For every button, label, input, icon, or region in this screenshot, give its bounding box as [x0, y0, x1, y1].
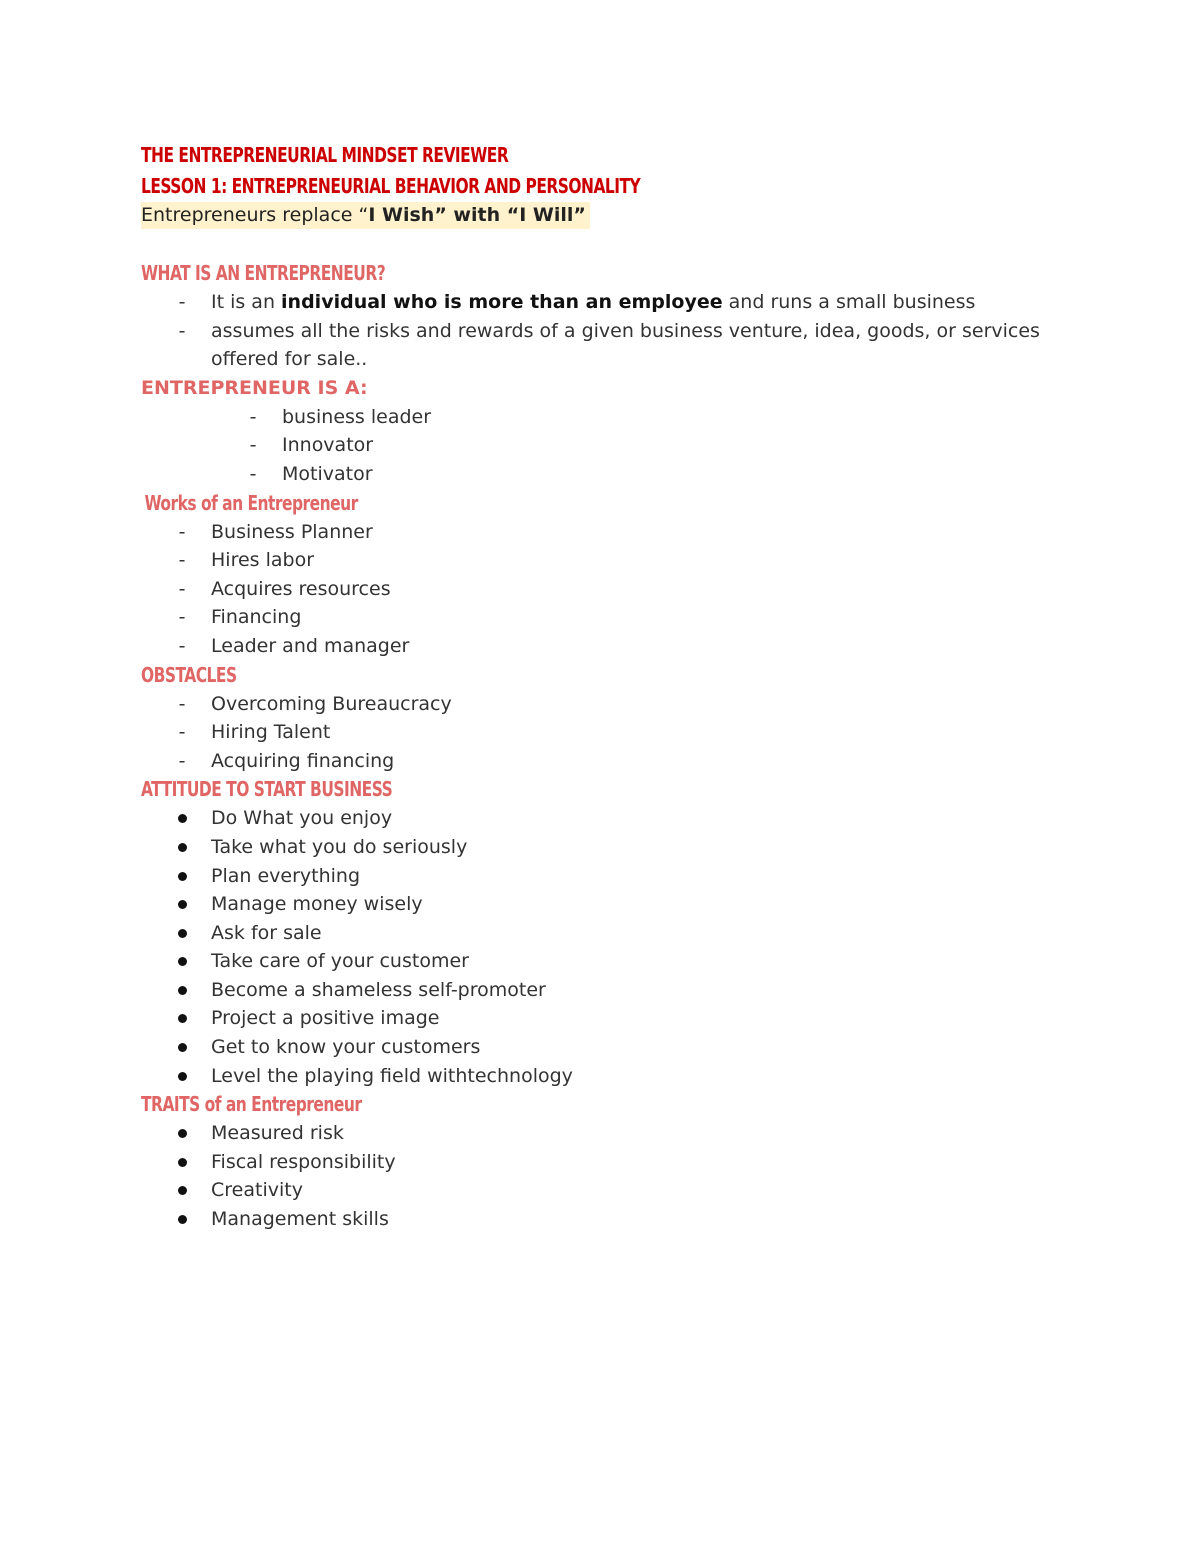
list-item: [141, 804, 1061, 833]
dash-marker: -: [178, 749, 186, 772]
entrepreneur-is-list: [141, 403, 1061, 489]
what-is-item2-line1: assumes all the risks and rewards of a given business venture, idea, goods, or services: [211, 319, 1040, 342]
list-item-text: Motivator: [282, 462, 373, 485]
dash-marker: -: [178, 606, 186, 629]
section-heading-what-is: WHAT IS AN ENTREPRENEUR?: [141, 261, 386, 285]
list-item-text: Do What you enjoy: [211, 807, 393, 830]
dash-marker: -: [249, 405, 257, 428]
list-item-text: Financing: [211, 606, 302, 629]
bullet-icon: [178, 957, 187, 966]
dash-marker: -: [249, 434, 257, 457]
list-item-text: Manage money wisely: [211, 893, 423, 916]
list-item-text: Measured risk: [211, 1122, 344, 1145]
tagline-highlight: [141, 202, 590, 229]
dash-marker: -: [178, 520, 186, 543]
works-list: [141, 518, 1061, 661]
list-item: [141, 1119, 1061, 1148]
dash-marker: -: [178, 692, 186, 715]
list-item-text: Take care of your customer: [211, 950, 469, 973]
section-heading-traits: TRAITS of an Entrepreneur: [141, 1092, 362, 1117]
what-is-list: [141, 288, 1061, 374]
section-heading-works: Works of an Entrepreneur: [144, 490, 358, 515]
list-item-text: Become a shameless self-promoter: [211, 978, 546, 1001]
list-item: [141, 288, 1061, 317]
list-item-text: business leader: [282, 405, 432, 428]
list-item: [141, 546, 1061, 575]
bullet-icon: [178, 900, 187, 909]
dash-marker: -: [178, 577, 186, 600]
attitude-list: [141, 804, 1061, 1090]
list-item-text: Level the playing field withtechnology: [211, 1064, 573, 1087]
list-item: [141, 317, 1061, 374]
tagline-prefix: Entrepreneurs replace “: [141, 204, 369, 226]
list-item: [141, 1176, 1061, 1205]
list-item-text: Leader and manager: [211, 634, 410, 657]
bullet-icon: [178, 1129, 187, 1138]
list-item: [141, 431, 1061, 460]
tagline: [141, 202, 1061, 229]
tagline-bold: I Wish” with “I Will”: [368, 204, 586, 226]
list-item: [141, 1062, 1061, 1091]
bullet-icon: [178, 929, 187, 938]
spacer: [141, 229, 1061, 259]
bullet-icon: [178, 1014, 187, 1023]
list-item: [141, 890, 1061, 919]
lesson-title: LESSON 1: ENTREPRENEURIAL BEHAVIOR AND PERSONALITY: [141, 174, 641, 198]
list-item-text: Innovator: [282, 434, 374, 457]
list-item: [141, 690, 1061, 719]
list-item: [141, 747, 1061, 776]
list-item: [141, 1148, 1061, 1177]
dash-marker: -: [178, 721, 186, 744]
list-item: [141, 919, 1061, 948]
list-item: [141, 518, 1061, 547]
document-page: [141, 140, 1061, 1234]
document-title: THE ENTREPRENEURIAL MINDSET REVIEWER: [141, 143, 509, 167]
list-item-text: Project a positive image: [211, 1007, 440, 1030]
bullet-icon: [178, 843, 187, 852]
dash-marker: -: [178, 319, 186, 342]
section-heading-entrepreneur-is: ENTREPRENEUR IS A:: [141, 376, 368, 399]
list-item: [141, 632, 1061, 661]
obstacles-list: [141, 690, 1061, 776]
list-item: [141, 718, 1061, 747]
bullet-icon: [178, 1072, 187, 1081]
bullet-icon: [178, 1215, 187, 1224]
bullet-icon: [178, 872, 187, 881]
list-item-text: Ask for sale: [211, 921, 322, 944]
section-heading-obstacles: OBSTACLES: [141, 662, 237, 687]
what-is-item1-post: and runs a small business: [722, 291, 976, 313]
what-is-item1-pre: It is an: [211, 291, 282, 313]
list-item: [141, 1205, 1061, 1234]
dash-marker: -: [249, 462, 257, 485]
bullet-icon: [178, 1043, 187, 1052]
list-item: [141, 862, 1061, 891]
list-item-text: Acquiring financing: [211, 749, 395, 772]
list-item-text: Fiscal responsibility: [211, 1150, 396, 1173]
list-item: [141, 403, 1061, 432]
list-item: [141, 603, 1061, 632]
dash-marker: -: [178, 549, 186, 572]
list-item: [141, 1004, 1061, 1033]
list-item: [141, 976, 1061, 1005]
dash-marker: -: [178, 634, 186, 657]
list-item: [141, 1033, 1061, 1062]
list-item-text: Acquires resources: [211, 577, 391, 600]
list-item: [141, 460, 1061, 489]
bullet-icon: [178, 814, 187, 823]
list-item-text: Take what you do seriously: [211, 835, 468, 858]
list-item-text: Business Planner: [211, 520, 373, 543]
list-item-text: Get to know your customers: [211, 1036, 481, 1059]
bullet-icon: [178, 1158, 187, 1167]
list-item: [141, 575, 1061, 604]
traits-list: [141, 1119, 1061, 1233]
what-is-item1-bold: individual who is more than an employee: [281, 291, 723, 313]
list-item-text: Overcoming Bureaucracy: [211, 692, 452, 715]
list-item-text: Hires labor: [211, 549, 315, 572]
bullet-icon: [178, 986, 187, 995]
list-item: [141, 947, 1061, 976]
list-item: [141, 833, 1061, 862]
section-heading-attitude: ATTITUDE TO START BUSINESS: [141, 777, 393, 802]
bullet-icon: [178, 1186, 187, 1195]
list-item-text: Creativity: [211, 1179, 303, 1202]
what-is-item2-line2: offered for sale..: [211, 348, 368, 371]
list-item-text: Hiring Talent: [211, 721, 331, 744]
list-item-text: Plan everything: [211, 864, 361, 887]
list-item-text: Management skills: [211, 1208, 389, 1231]
dash-marker: -: [178, 291, 186, 313]
